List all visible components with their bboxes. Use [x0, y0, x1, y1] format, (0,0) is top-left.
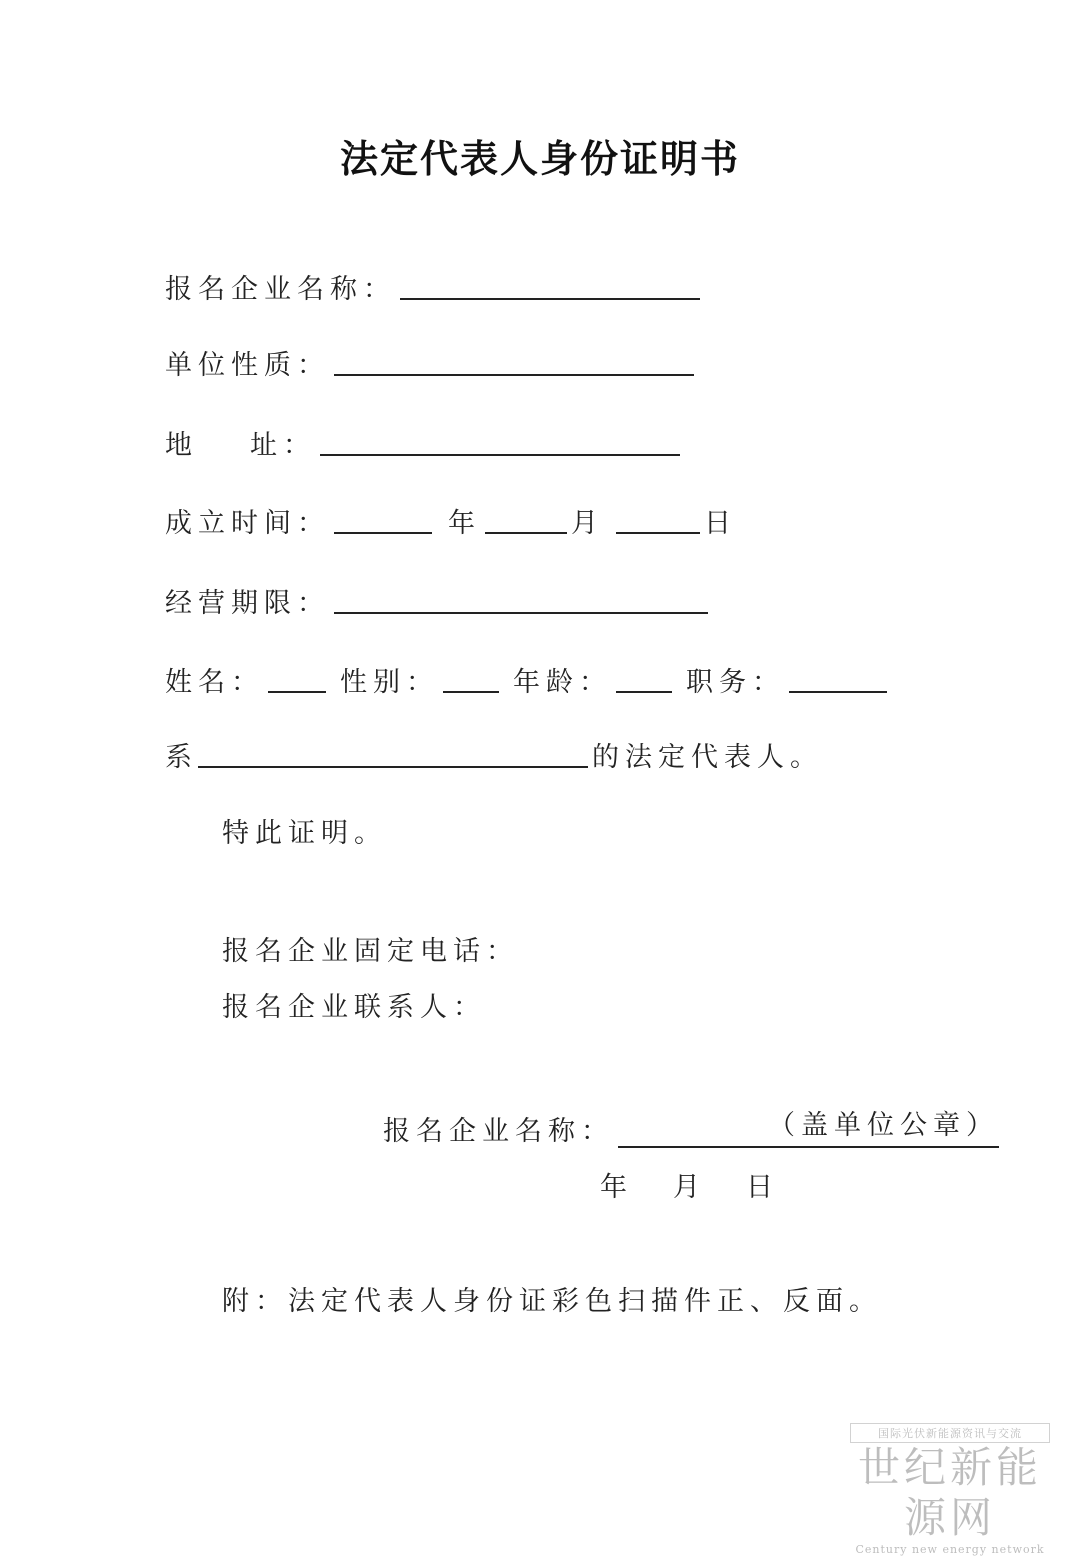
contact-row: [222, 980, 486, 1024]
signoff-year: 年: [600, 1172, 633, 1203]
personal-info-row: [165, 655, 891, 699]
phone-row: [222, 924, 519, 968]
position-blank[interactable]: [789, 690, 887, 693]
address-row: [165, 418, 684, 462]
signoff-date-row: [600, 1160, 779, 1204]
legal-rep-row: [165, 730, 823, 774]
signoff-month: 月: [673, 1172, 706, 1203]
unit-nature-blank[interactable]: [334, 373, 694, 376]
certify-text: 特此证明。: [222, 818, 387, 849]
address-label-1: 地: [165, 430, 198, 461]
age-label: 年龄：: [513, 667, 612, 698]
gender-label: 性别：: [340, 667, 439, 698]
term-label: 经营期限：: [165, 588, 330, 619]
term-blank[interactable]: [334, 611, 708, 614]
term-row: [165, 576, 712, 620]
document-title: 法定代表人身份证明书: [339, 137, 740, 181]
seal-note: （盖单位公章）: [768, 1110, 999, 1141]
attachment-row: [222, 1274, 882, 1318]
signoff-day: 日: [746, 1172, 779, 1203]
name-label: 姓名：: [165, 667, 264, 698]
legal-rep-company-blank[interactable]: [198, 765, 588, 768]
position-label: 职务：: [686, 667, 785, 698]
watermark-sub-text: Century new energy network: [855, 1543, 1045, 1556]
established-year-label: 年: [448, 508, 481, 539]
watermark-main-text: 世纪新能源网: [857, 1443, 1042, 1542]
attachment-note: 附：法定代表人身份证彩色扫描件正、反面。: [222, 1286, 882, 1317]
system-prefix: 系: [165, 742, 198, 773]
company-name-row: [165, 262, 704, 306]
established-month-label: 月: [571, 508, 604, 539]
legal-rep-suffix: 的法定代表人。: [592, 742, 823, 773]
name-blank[interactable]: [268, 690, 326, 693]
address-label-2: 址：: [250, 430, 316, 461]
established-day-blank[interactable]: [616, 531, 700, 534]
unit-nature-row: [165, 338, 698, 382]
signoff-company-label: 报名企业名称：: [383, 1116, 614, 1147]
established-day-label: 日: [704, 508, 737, 539]
company-name-label: 报名企业名称：: [165, 274, 396, 305]
age-blank[interactable]: [616, 690, 672, 693]
phone-label: 报名企业固定电话：: [222, 936, 519, 967]
watermark-logo: [850, 1423, 1050, 1556]
established-month-blank[interactable]: [485, 531, 567, 534]
gender-blank[interactable]: [443, 690, 499, 693]
contact-label: 报名企业联系人：: [222, 992, 486, 1023]
unit-nature-label: 单位性质：: [165, 350, 330, 381]
address-blank[interactable]: [320, 453, 680, 456]
company-name-blank[interactable]: [400, 297, 700, 300]
signoff-company-row: [383, 1104, 999, 1148]
watermark-top-text: 国际光伏新能源资讯与交流: [850, 1423, 1050, 1443]
established-label: 成立时间：: [165, 508, 330, 539]
established-row: [165, 496, 737, 540]
certify-row: [222, 806, 387, 850]
signoff-company-blank[interactable]: [618, 1103, 999, 1148]
established-year-blank[interactable]: [334, 531, 432, 534]
